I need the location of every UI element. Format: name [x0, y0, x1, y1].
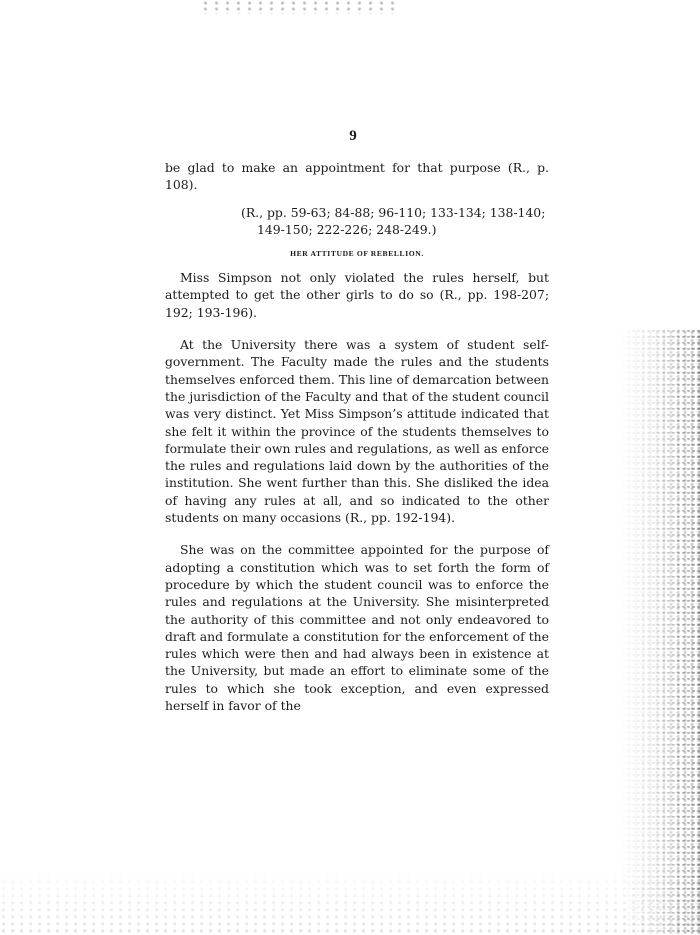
paragraph-constitution-committee: She was on the committee appointed for the purpose of adopting a constitution which was to set forth the form of procedure by which the student council was to enforce the rules and regulations at the University. She misinterpreted the authority of this committee and not only endeavored to draft and formulate a constitution for the enforcement of the rules which were then and had always been in existence at the University, but made an effort to eliminate some of the rules to which she took exception, and even expressed herself in favor of the: [165, 542, 549, 714]
scan-noise-top: [200, 0, 400, 14]
scan-noise-bottom: [0, 865, 700, 935]
scan-noise-right-edge: [620, 330, 700, 935]
paragraph-rule-violation: Miss Simpson not only violated the rules herself, but attempted to get the other girls to do so (R., pp. 198-207; 192; 193-196).: [165, 270, 549, 320]
section-heading: HER ATTITUDE OF REBELLION.: [290, 249, 424, 259]
page-number: 9: [349, 128, 357, 144]
paragraph-self-government: At the University there was a system of student self-government. The Faculty made the rules and the students themselves enforced them. This line of demarcation between the jurisdiction of the Faculty and that of the student council was very distinct. Yet Miss Simpson’s attitude indicated that she felt it within the province of the students themselves to formulate their own rules and regulations, as well as enforce the rules and regulations laid down by the authorities of the institution. She went further than this. She disliked the idea of having any rules at all, and so indicated to the other students on many occasions (R., pp. 192-194).: [165, 337, 549, 526]
record-citation: (R., pp. 59-63; 84-88; 96-110; 133-134; 138-140; 149-150; 222-226; 248-249.): [241, 204, 546, 237]
continuation-paragraph: be glad to make an appointment for that purpose (R., p. 108).: [165, 160, 549, 193]
text-column: [165, 159, 549, 714]
